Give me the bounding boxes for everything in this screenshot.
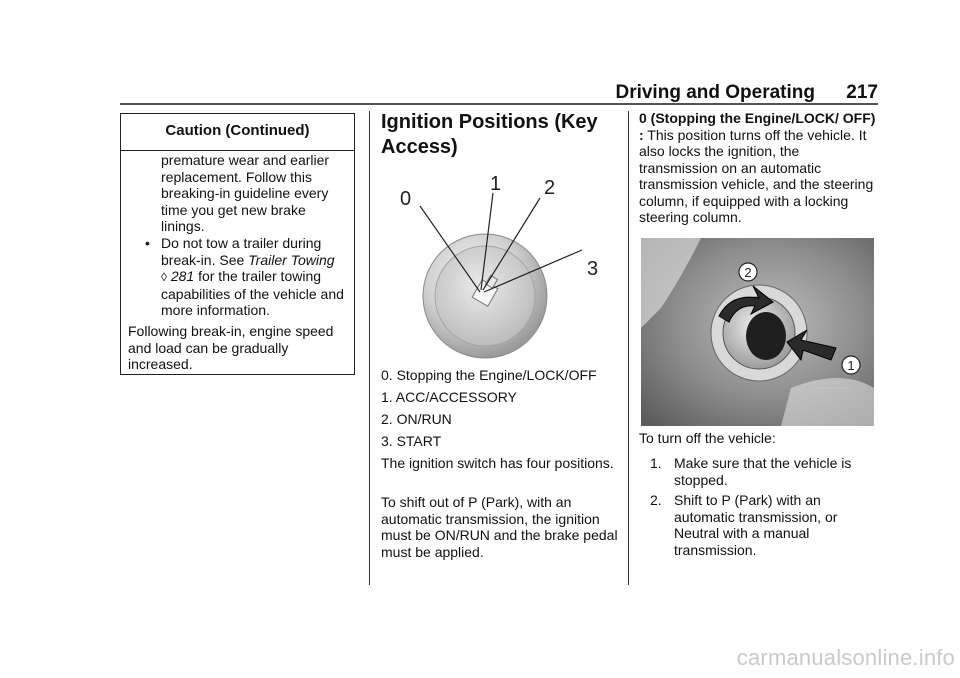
body-paragraph: The ignition switch has four positions. bbox=[381, 455, 614, 471]
position-label: 3 bbox=[587, 258, 599, 280]
body-paragraph: To shift out of P (Park), with an automatic transmission, the ignition must be ON/RUN and the brake pedal must be applied. bbox=[381, 494, 618, 560]
column-divider bbox=[628, 111, 629, 585]
key-head bbox=[746, 312, 786, 360]
position-item: 2. ON/RUN bbox=[381, 411, 452, 427]
caution-separator bbox=[121, 150, 354, 151]
step-text: Make sure that the vehicle is stopped. bbox=[674, 455, 852, 488]
ignition-switch-diagram bbox=[380, 168, 620, 368]
position-item: 1. ACC/ACCESSORY bbox=[381, 389, 517, 405]
page-number: 217 bbox=[846, 82, 878, 103]
page-reference-link[interactable]: 281 bbox=[170, 268, 195, 284]
trailer-towing-link[interactable]: Trailer Towing bbox=[248, 251, 335, 268]
lock-position-text: This position turns off the vehicle. It also locks the ignition, the transmission on an automatic transmission vehicle, and the steering column, if equipped with a locking steering column. bbox=[639, 126, 874, 225]
step-number: 1. bbox=[650, 455, 662, 471]
caution-text: for the trailer towing capabilities of the vehicle and more information. bbox=[161, 268, 344, 318]
bullet-icon: • bbox=[145, 235, 150, 251]
callout-label: 2 bbox=[744, 265, 752, 280]
page-reference-icon: ◊ bbox=[161, 270, 167, 284]
lock-position-paragraph bbox=[639, 110, 879, 226]
position-label: 1 bbox=[490, 173, 502, 195]
position-label: 2 bbox=[544, 177, 556, 199]
caution-box bbox=[120, 113, 355, 375]
step-text: Shift to P (Park) with an automatic transmission, or Neutral with a manual transmission. bbox=[674, 492, 838, 558]
position-label: 0 bbox=[400, 188, 412, 210]
column-divider bbox=[369, 111, 370, 585]
watermark: carmanualsonline.info bbox=[736, 645, 955, 670]
page-header-title: Driving and Operating bbox=[615, 82, 815, 103]
ignition-photo bbox=[641, 238, 874, 426]
instructions-intro: To turn off the vehicle: bbox=[639, 430, 776, 446]
caution-paragraph: Following break-in, engine speed and load can be gradually increased. bbox=[128, 323, 334, 372]
callout-label: 1 bbox=[847, 358, 855, 373]
position-item: 3. START bbox=[381, 433, 442, 449]
step-number: 2. bbox=[650, 492, 662, 508]
lock-position-heading: 0 (Stopping the Engine/LOCK/ OFF) : bbox=[639, 110, 876, 143]
header-rule bbox=[120, 103, 878, 105]
caution-bullet-text bbox=[161, 235, 351, 319]
caution-title: Caution (Continued) bbox=[165, 122, 310, 139]
section-title: Ignition Positions (Key Access) bbox=[381, 111, 598, 158]
caution-text: Do not tow a trailer during break-in. See bbox=[161, 235, 322, 268]
caution-paragraph: premature wear and earlier replacement. Follow this breaking-in guideline every time you get new brake linings. bbox=[161, 152, 330, 234]
position-item: 0. Stopping the Engine/LOCK/OFF bbox=[381, 367, 597, 383]
